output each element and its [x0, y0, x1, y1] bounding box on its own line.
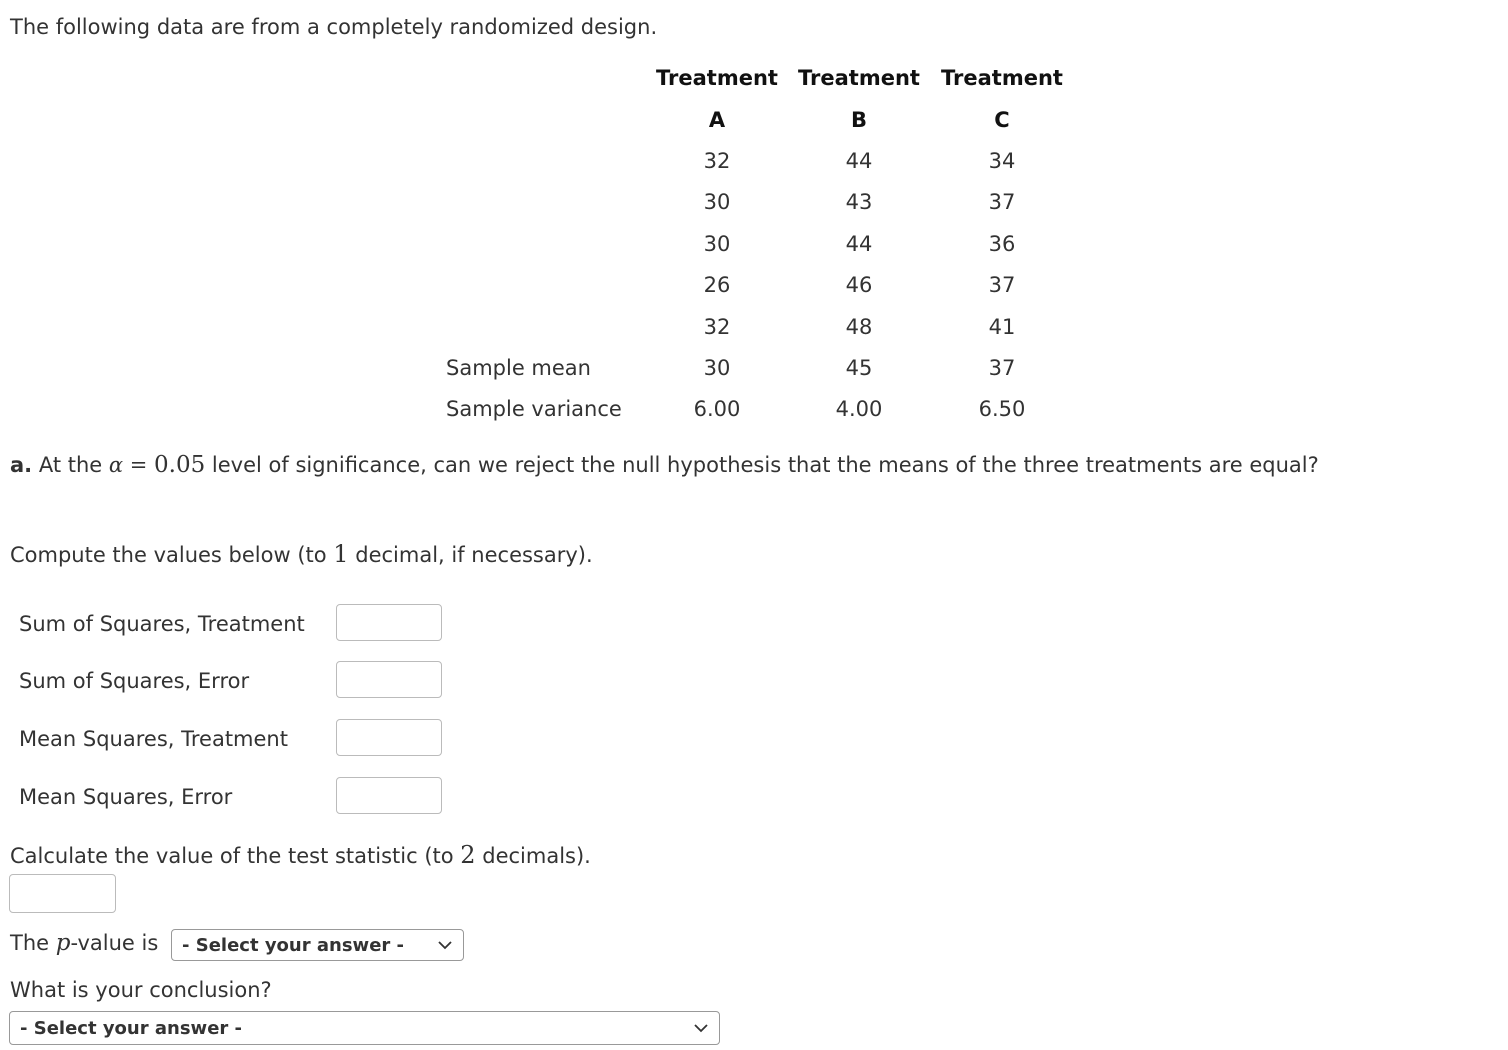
table-cell: 32 [703, 315, 731, 339]
ms-error-input[interactable] [336, 777, 442, 814]
sample-mean-value: 45 [845, 356, 873, 380]
question-a [10, 452, 1319, 478]
alpha-symbol: α [108, 453, 124, 477]
conclusion-label: What is your conclusion? [10, 978, 272, 1002]
intro-text: The following data are from a completely randomized design. [10, 15, 658, 39]
ss-error-label: Sum of Squares, Error [19, 669, 250, 693]
table-cell: 44 [845, 149, 873, 173]
chevron-down-icon [693, 1020, 709, 1036]
table-cell: 43 [845, 190, 873, 214]
compute-text-after: decimal, if necessary). [348, 543, 593, 567]
table-cell: 32 [703, 149, 731, 173]
compute-instruction [10, 540, 593, 568]
column-header-c-letter: C [994, 108, 1010, 132]
p-value-select[interactable] [171, 929, 464, 961]
table-cell: 36 [988, 232, 1016, 256]
column-header-c-title: Treatment [941, 66, 1063, 90]
ss-error-input[interactable] [336, 661, 442, 698]
conclusion-selected: - Select your answer - [20, 1017, 243, 1039]
sample-variance-value: 4.00 [835, 397, 883, 421]
compute-text-before: Compute the values below (to [10, 543, 334, 567]
column-header-b-letter: B [850, 108, 867, 132]
table-cell: 37 [988, 190, 1016, 214]
p-value-selected: - Select your answer - [182, 934, 405, 956]
test-stat-text-after: decimals). [475, 844, 591, 868]
p-symbol: p [55, 930, 71, 956]
chevron-down-icon [437, 937, 453, 953]
table-cell: 34 [988, 149, 1016, 173]
test-stat-text-before: Calculate the value of the test statistic (to [10, 844, 461, 868]
ms-treatment-input[interactable] [336, 719, 442, 756]
column-header-b-title: Treatment [798, 66, 920, 90]
column-header-a-title: Treatment [656, 66, 778, 90]
conclusion-select[interactable] [9, 1011, 720, 1045]
ss-treatment-label: Sum of Squares, Treatment [19, 612, 305, 636]
compute-digits: 1 [333, 540, 349, 568]
ms-treatment-label: Mean Squares, Treatment [19, 727, 288, 751]
sample-variance-value: 6.50 [978, 397, 1026, 421]
p-value-text-before: The [10, 931, 56, 955]
sample-mean-value: 30 [703, 356, 731, 380]
table-cell: 30 [703, 232, 731, 256]
sample-variance-value: 6.00 [693, 397, 741, 421]
ms-error-label: Mean Squares, Error [19, 785, 233, 809]
test-stat-digits: 2 [460, 841, 476, 869]
equals-sign: = [123, 453, 155, 477]
ss-treatment-input[interactable] [336, 604, 442, 641]
alpha-value: 0.05 [154, 452, 206, 478]
test-statistic-input[interactable] [9, 874, 116, 913]
p-value-label [10, 930, 158, 956]
p-value-text-after: -value is [70, 931, 159, 955]
sample-mean-label: Sample mean [446, 356, 591, 380]
sample-variance-label: Sample variance [446, 397, 622, 421]
table-cell: 37 [988, 273, 1016, 297]
table-cell: 41 [988, 315, 1016, 339]
table-cell: 48 [845, 315, 873, 339]
table-cell: 44 [845, 232, 873, 256]
table-cell: 30 [703, 190, 731, 214]
sample-mean-value: 37 [988, 356, 1016, 380]
question-a-text-after: level of significance, can we reject the null hypothesis that the means of the three treatments are equal? [205, 453, 1319, 477]
question-a-prefix: a. [10, 453, 33, 477]
column-header-a-letter: A [708, 108, 726, 132]
test-statistic-instruction [10, 841, 591, 869]
question-a-text-before: At the [32, 453, 109, 477]
table-cell: 46 [845, 273, 873, 297]
table-cell: 26 [703, 273, 731, 297]
